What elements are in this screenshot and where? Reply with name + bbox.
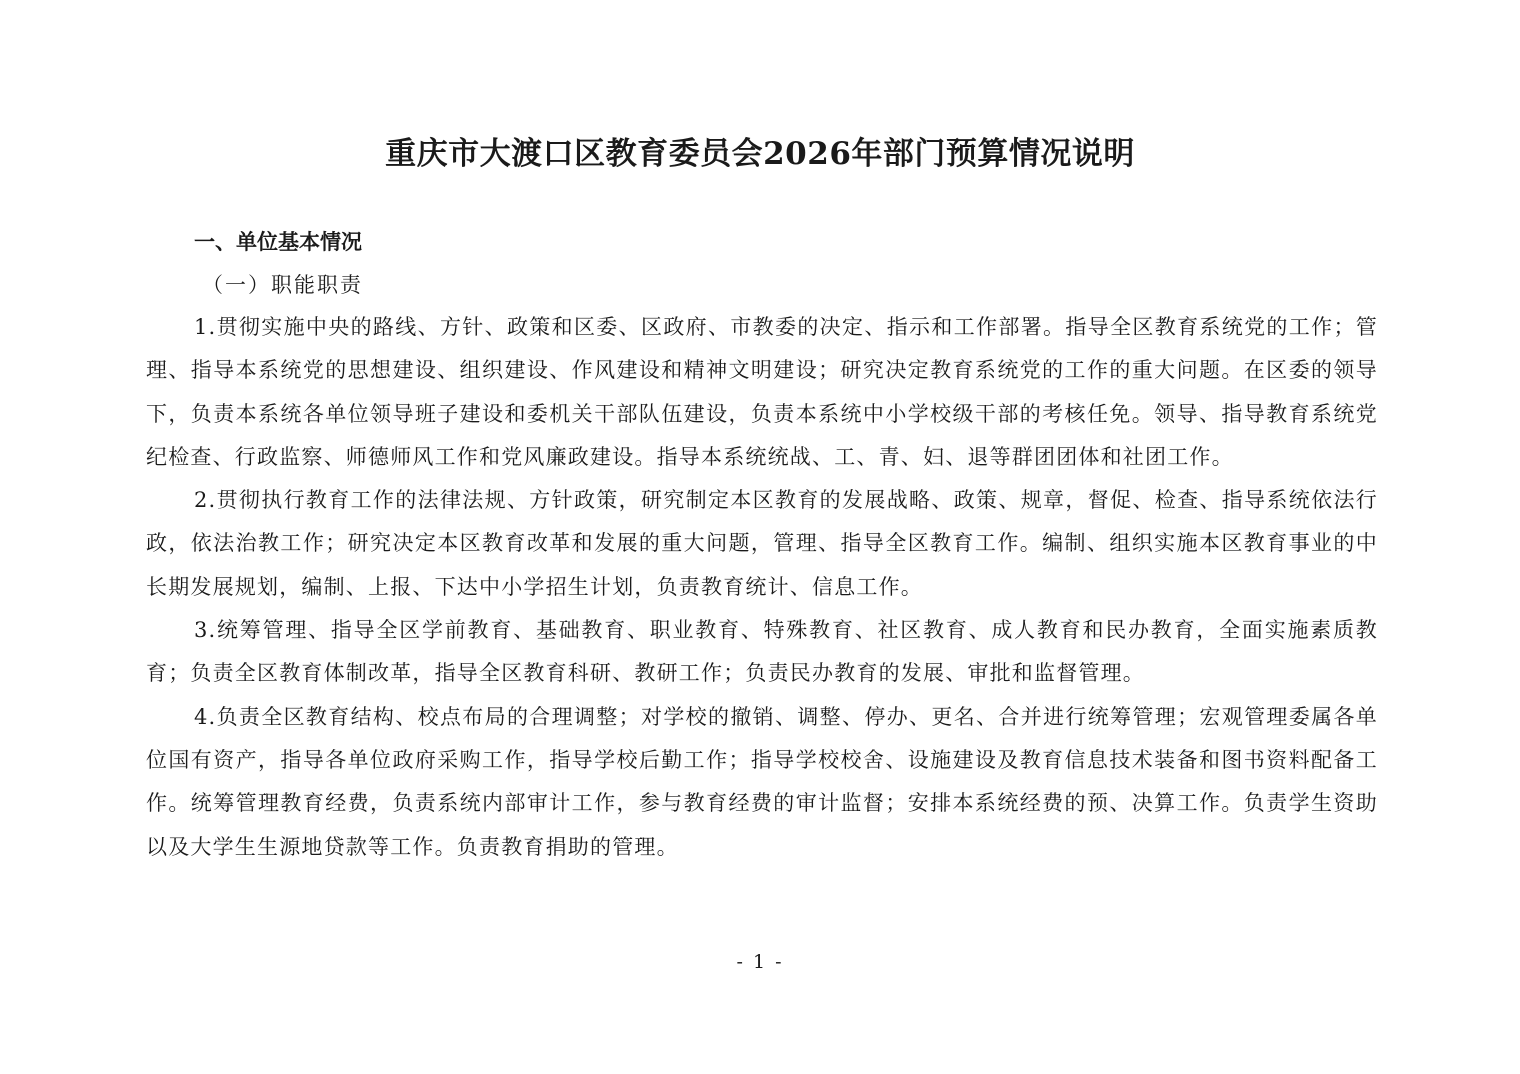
section-heading: 一、单位基本情况 xyxy=(194,230,362,254)
paragraph-4: 4.负责全区教育结构、校点布局的合理调整；对学校的撤销、调整、停办、更名、合并进行统筹管理；宏观管理委属各单位国有资产，指导各单位政府采购工作，指导学校后勤工作；指导学校校舍、设施建设及教育信息技术装备和图书资料配备工作。统筹管理教育经费，负责系统内部审计工作，参与教育经费的审计监督；安排本系统经费的预、决算工作。负责学生资助以及大学生生源地贷款等工作。负责教育捐助的管理。 xyxy=(146,704,1378,859)
paragraph-3: 3.统筹管理、指导全区学前教育、基础教育、职业教育、特殊教育、社区教育、成人教育和民办教育，全面实施素质教育；负责全区教育体制改革，指导全区教育科研、教研工作；负责民办教育的发展、审批和监督管理。 xyxy=(146,618,1378,686)
page-number: - 1 - xyxy=(736,951,784,973)
subsection-heading: （一）职能职责 xyxy=(202,273,363,297)
document-body xyxy=(146,222,1378,869)
document-title: 重庆市大渡口区教育委员会2026年部门预算情况说明 xyxy=(385,136,1135,172)
paragraph-2: 2.贯彻执行教育工作的法律法规、方针政策，研究制定本区教育的发展战略、政策、规章，督促、检查、指导系统依法行政，依法治教工作；研究决定本区教育改革和发展的重大问题，管理、指导全区教育工作。编制、组织实施本区教育事业的中长期发展规划，编制、上报、下达中小学招生计划，负责教育统计、信息工作。 xyxy=(146,488,1378,599)
paragraph-1: 1.贯彻实施中央的路线、方针、政策和区委、区政府、市教委的决定、指示和工作部署。指导全区教育系统党的工作；管理、指导本系统党的思想建设、组织建设、作风建设和精神文明建设；研究决定教育系统党的工作的重大问题。在区委的领导下，负责本系统各单位领导班子建设和委机关干部队伍建设，负责本系统中小学校级干部的考核任免。领导、指导教育系统党纪检查、行政监察、师德师风工作和党风廉政建设。指导本系统统战、工、青、妇、退等群团团体和社团工作。 xyxy=(146,315,1378,469)
